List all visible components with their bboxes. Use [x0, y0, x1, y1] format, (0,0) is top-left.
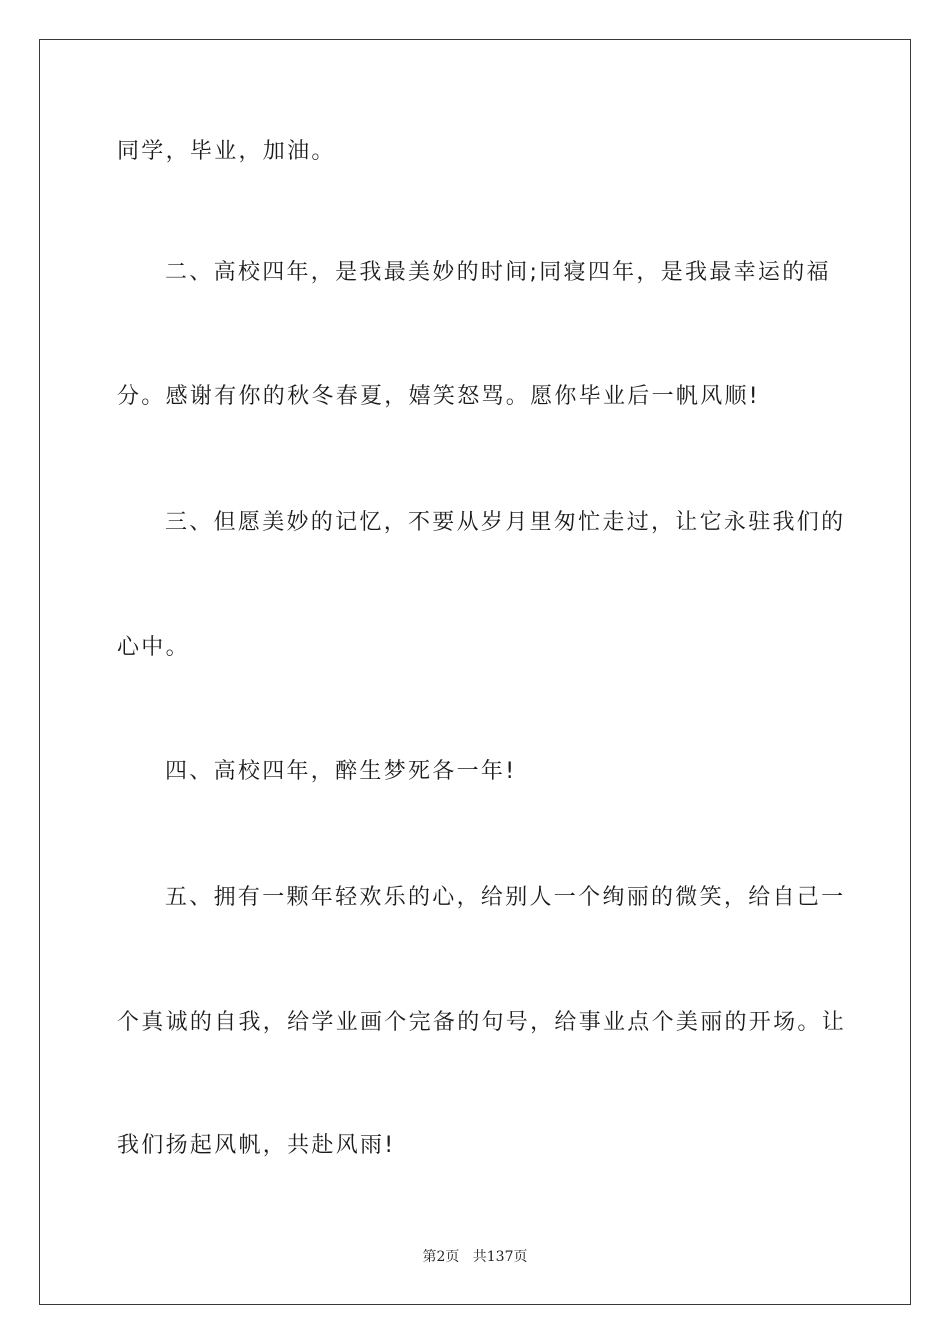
paragraph-3-line-2: 心中。: [117, 635, 190, 660]
paragraph-2-line-2: 分。感谢有你的秋冬春夏，嬉笑怒骂。愿你毕业后一帆风顺!: [117, 384, 760, 409]
page-border: [39, 39, 911, 1305]
paragraph-3-line-1: 三、但愿美妙的记忆，不要从岁月里匆忙走过，让它永驻我们的: [165, 510, 846, 535]
paragraph-2-line-1: 二、高校四年，是我最美妙的时间;同寝四年，是我最幸运的福: [165, 260, 831, 285]
paragraph-5-line-1: 五、拥有一颗年轻欢乐的心，给别人一个绚丽的微笑，给自己一: [165, 885, 846, 910]
paragraph-5-line-2: 个真诚的自我，给学业画个完备的句号，给事业点个美丽的开场。让: [117, 1010, 847, 1035]
paragraph-4-line-1: 四、高校四年，醉生梦死各一年!: [165, 759, 517, 784]
page-total: 共137页: [472, 1249, 528, 1265]
paragraph-5-line-3: 我们扬起风帆，共赴风雨!: [117, 1133, 396, 1158]
page-footer: [0, 1247, 950, 1267]
page-number: 第2页: [422, 1249, 460, 1265]
text-line: 同学，毕业，加油。: [117, 139, 336, 164]
